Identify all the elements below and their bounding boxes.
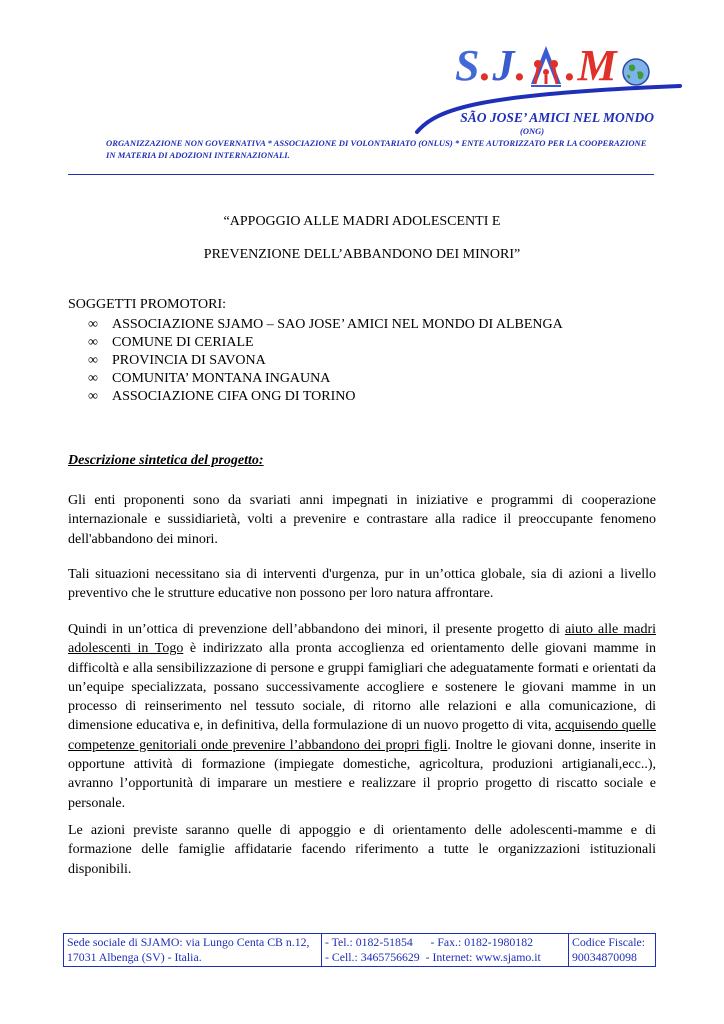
paragraph-1: Gli enti proponenti sono da svariati anni impegnati in iniziative e programmi di cooperazione internazionale e sussidiarietà, volti a prevenire e contrastare alla radice il preoccupante fenomeno dell'abbandono dei minori. bbox=[68, 493, 656, 547]
description-heading: Descrizione sintetica del progetto: bbox=[68, 453, 264, 468]
promoters-heading: SOGGETTI PROMOTORI: bbox=[68, 297, 227, 312]
paragraph-3-text: Quindi in un’ottica di prevenzione dell’abbandono dei minori, il presente progetto di bbox=[68, 622, 565, 637]
paragraph-2: Tali situazioni necessitano sia di interventi d'urgenza, pur in un’ottica globale, sia di azioni a livello preventivo che le strutture educative non possono per loro natura affrontare. bbox=[68, 567, 656, 602]
infinity-bullet-icon: ∞ bbox=[88, 317, 98, 332]
footer-address-line: Sede sociale di SJAMO: via Lungo Centa CB n.12, bbox=[67, 935, 310, 949]
logo-letter-s: S bbox=[455, 41, 481, 90]
organization-name: SÃO JOSE’ AMICI NEL MONDO bbox=[460, 110, 654, 125]
logo-dot: . bbox=[515, 41, 528, 90]
paragraph-3-text: è indirizzato alla pronta accoglienza ed orientamento delle giovani mamme in difficoltà e alla sensibilizzazione di persone e gruppi famigliari che adeguatamente formati e orientati da un’equipe specializzata, possano successivamente accogliere e sostenere le giovani mamme in un processo di reinserimento nel tessuto sociale, di ritorno alle relazioni e alla comunicazione, di dimensione educativa e, in definitiva, della formulazione di un nuovo progetto di vita, bbox=[68, 641, 656, 734]
promoters-list bbox=[88, 316, 563, 406]
paragraph-3-underlined-goal: acquisendo quelle competenze genitoriali onde prevenire l’abbandono dei propri figli bbox=[68, 718, 657, 753]
project-title-line-1: “APPOGGIO ALLE MADRI ADOLESCENTI E bbox=[223, 214, 501, 229]
tax-code-value: 90034870098 bbox=[572, 950, 637, 964]
logo-dot: . bbox=[565, 41, 578, 90]
project-title-line-2: PREVENZIONE DELL’ABBANDONO DEI MINORI” bbox=[203, 247, 521, 262]
organization-description: ORGANIZZAZIONE NON GOVERNATIVA * ASSOCIAZIONE DI VOLONTARIATO (ONLUS) * ENTE AUTORIZZATO PER LA COOPERAZIONE IN MATERIA DI ADOZIONI INTERNAZIONALI. bbox=[106, 138, 647, 160]
infinity-bullet-icon: ∞ bbox=[88, 335, 98, 350]
logo-letter-m: M bbox=[577, 41, 618, 90]
footer-contact-table bbox=[63, 933, 656, 967]
paragraph-3 bbox=[68, 620, 656, 813]
footer-address-line: 17031 Albenga (SV) - Italia. bbox=[67, 950, 202, 964]
paragraph-4: Le azioni previste saranno quelle di appoggio e di orientamento delle adolescenti-mamme e di formazione delle famiglie affidatarie facendo riferimento a tutte le organizzazioni istituzionali disponibili. bbox=[68, 823, 656, 877]
promoter-name: PROVINCIA DI SAVONA bbox=[112, 353, 266, 368]
footer-address bbox=[64, 934, 322, 967]
tax-code-label: Codice Fiscale: bbox=[572, 935, 646, 949]
promoter-name: ASSOCIAZIONE CIFA ONG DI TORINO bbox=[112, 389, 356, 404]
organization-acronym: (ONG) bbox=[520, 126, 545, 136]
list-item bbox=[88, 388, 563, 406]
paragraph-3-text: . Inoltre le giovani donne, inserite in opportune attività di formazione (impiegate domestiche, agricoltura, produzioni artigianali,ecc..), avranno l’opportunità di imparare un mestiere e realizzare il proprio progetto di riscatto sociale e personale. bbox=[68, 737, 656, 811]
promoter-name: COMUNE DI CERIALE bbox=[112, 335, 254, 350]
header-divider bbox=[68, 174, 654, 175]
promoter-name: ASSOCIAZIONE SJAMO – SAO JOSE’ AMICI NEL MONDO DI ALBENGA bbox=[112, 317, 563, 332]
list-item bbox=[88, 316, 563, 334]
list-item bbox=[88, 334, 563, 352]
footer-tax-code bbox=[569, 934, 656, 967]
logo-letter-j: J bbox=[492, 41, 516, 90]
infinity-bullet-icon: ∞ bbox=[88, 389, 98, 404]
promoter-name: COMUNITA’ MONTANA INGAUNA bbox=[112, 371, 331, 386]
list-item bbox=[88, 352, 563, 370]
footer-contacts bbox=[322, 934, 569, 967]
footer-cell-internet: - Cell.: 3465756629 - Internet: www.sjamo.it bbox=[325, 950, 541, 964]
paragraph-3-underlined-project: aiuto alle madri adolescenti in Togo bbox=[68, 622, 656, 657]
list-item bbox=[88, 370, 563, 388]
infinity-bullet-icon: ∞ bbox=[88, 371, 98, 386]
infinity-bullet-icon: ∞ bbox=[88, 353, 98, 368]
logo-dot: . bbox=[480, 41, 493, 90]
footer-phone-fax: - Tel.: 0182-51854 - Fax.: 0182-1980182 bbox=[325, 935, 534, 949]
